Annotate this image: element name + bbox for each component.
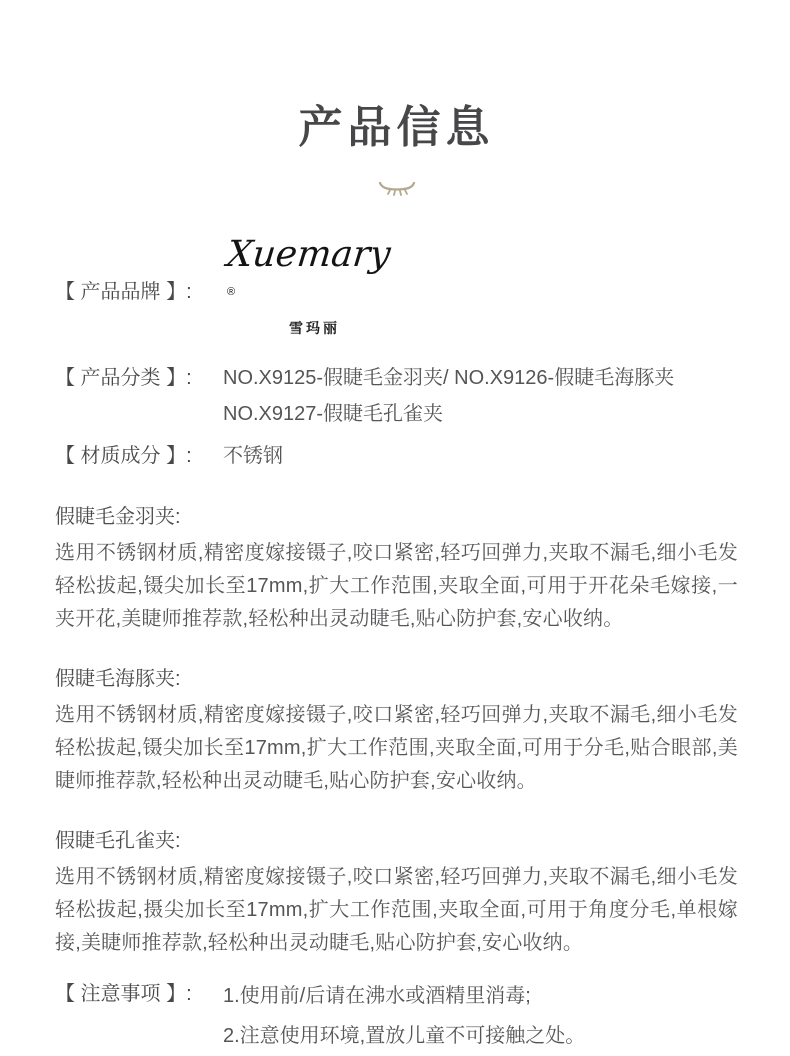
eyelash-divider-icon — [377, 177, 417, 197]
notice-label: 【 注意事项 】: — [55, 983, 192, 1005]
section-heading: 假睫毛海豚夹: — [55, 668, 181, 690]
section-gold-feather-tweezer — [55, 502, 738, 636]
category-label: 【 产品分类 】: — [55, 367, 192, 389]
section-body: 选用不锈钢材质,精密度嫁接镊子,咬口紧密,轻巧回弹力,夹取不漏毛,细小毛发轻松拔起,镊尖加长至17mm,扩大工作范围,夹取全面,可用于分毛,贴合眼部,美睫师推荐款,轻松种出灵动睫毛,贴心防护套,安心收纳。 — [55, 704, 738, 792]
section-peacock-tweezer — [55, 826, 738, 960]
category-value — [223, 360, 674, 432]
page-title: 产品信息 — [298, 103, 495, 152]
section-body: 选用不锈钢材质,精密度嫁接镊子,咬口紧密,轻巧回弹力,夹取不漏毛,细小毛发轻松拔起,摄尖加长至17mm,扩大工作范围,夹取全面,可用于角度分毛,单根嫁接,美睫师推荐款,轻松种出灵动睫毛,贴心防护套,安心收纳。 — [55, 866, 738, 954]
material-row — [55, 438, 738, 474]
brand-logo — [224, 234, 393, 346]
section-heading: 假睫毛金羽夹: — [55, 506, 181, 528]
registered-trademark-icon: ® — [227, 286, 236, 298]
category-row — [55, 360, 738, 432]
section-body: 选用不锈钢材质,精密度嫁接镊子,咬口紧密,轻巧回弹力,夹取不漏毛,细小毛发轻松拔起,镊尖加长至17mm,扩大工作范围,夹取全面,可用于开花朵毛嫁接,一夹开花,美睫师推荐款,轻松种出灵动睫毛,贴心防护套,安心收纳。 — [55, 542, 738, 630]
section-dolphin-tweezer — [55, 664, 738, 798]
notice-item-1: 1.使用前/后请在沸水或酒精里消毒; — [223, 985, 531, 1007]
material-label: 【 材质成分 】: — [55, 445, 192, 467]
section-heading: 假睫毛孔雀夹: — [55, 830, 181, 852]
category-line-2: NO.X9127-假睫毛孔雀夹 — [223, 403, 444, 425]
notice-row — [55, 976, 738, 1056]
material-value: 不锈钢 — [223, 445, 283, 467]
notice-items — [223, 976, 585, 1056]
brand-row — [55, 234, 738, 346]
brand-logo-chinese: 雪玛丽 — [289, 320, 340, 336]
notice-item-2: 2.注意使用环境,置放儿童不可接触之处。 — [223, 1025, 586, 1047]
category-line-1: NO.X9125-假睫毛金羽夹/ NO.X9126-假睫毛海豚夹 — [223, 367, 675, 389]
brand-logo-script: Xuemary — [224, 234, 393, 275]
brand-label: 【 产品品牌 】: — [55, 280, 192, 303]
